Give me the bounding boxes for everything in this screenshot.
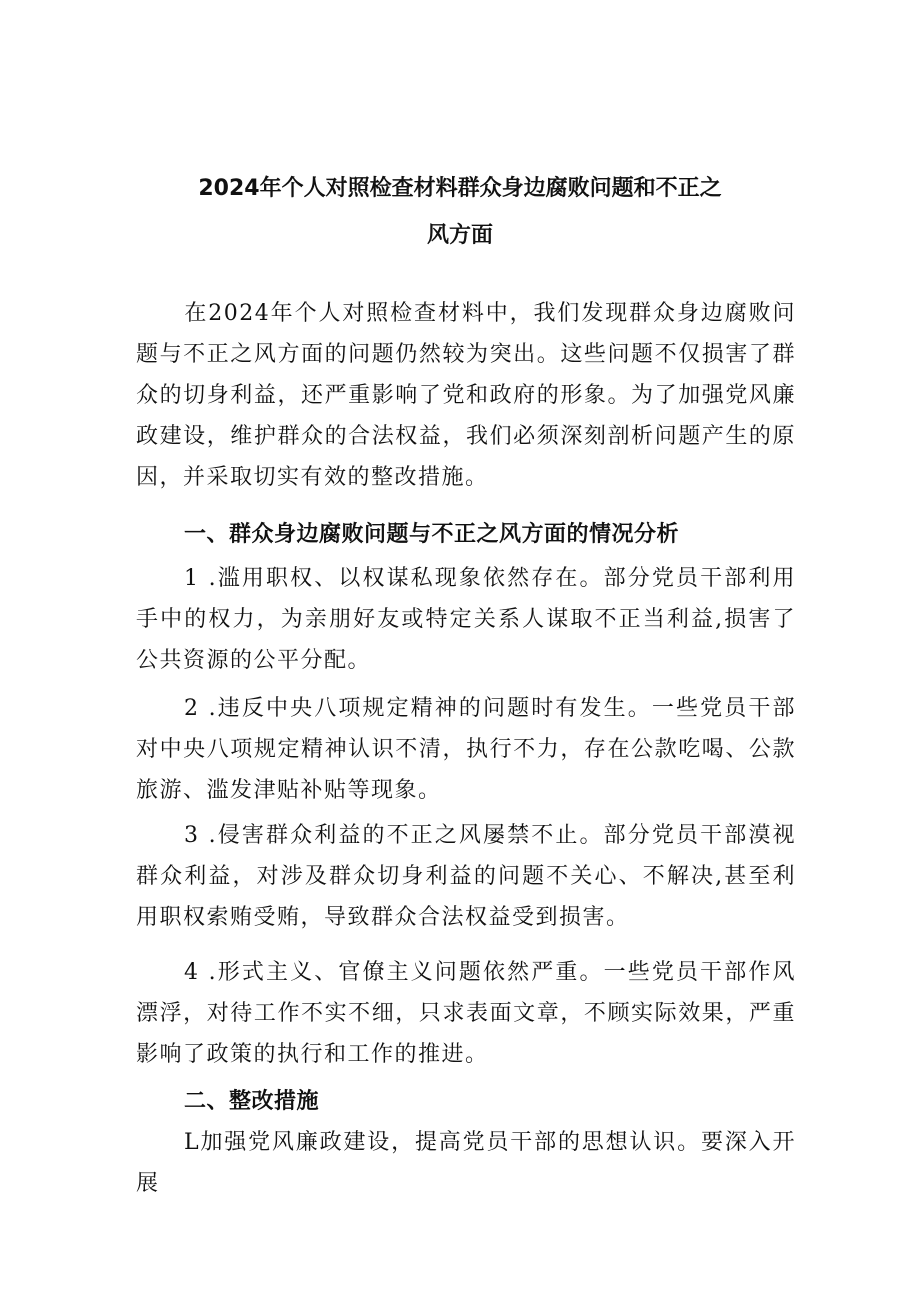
analysis-item-2-text: 2 .违反中央八项规定精神的问题时有发生。一些党员干部对中央八项规定精神认识不清，执行不力，存在公款吃喝、公款旅游、滥发津贴补贴等现象。 — [136, 696, 796, 803]
analysis-item-1-text: 1 .滥用职权、以权谋私现象依然存在。部分党员干部利用手中的权力，为亲朋好友或特定关系人谋取不正当利益,损害了公共资源的公平分配。 — [136, 566, 796, 673]
document-title-line-1: 2024年个人对照检查材料群众身边腐败问题和不正之 — [198, 176, 722, 201]
intro-paragraph — [136, 293, 796, 498]
document-title-line-2: 风方面 — [426, 223, 493, 248]
section-2-heading: 二、整改措施 — [184, 1089, 320, 1114]
analysis-item-4-text: 4 .形式主义、官僚主义问题依然严重。一些党员干部作风漂浮，对待工作不实不细，只求表面文章，不顾实际效果，严重影响了政策的执行和工作的推进。 — [136, 960, 796, 1067]
analysis-item-1 — [136, 558, 796, 681]
intro-text: 在2024年个人对照检查材料中，我们发现群众身边腐败问题与不正之风方面的问题仍然较为突出。这些问题不仅损害了群众的切身利益，还严重影响了党和政府的形象。为了加强党风廉政建设，维护群众的合法权益，我们必须深刻剖析问题产生的原因，并采取切实有效的整改措施。 — [136, 301, 796, 490]
analysis-item-2 — [136, 688, 796, 811]
analysis-item-4 — [136, 952, 796, 1075]
analysis-item-3-text: 3 .侵害群众利益的不正之风屡禁不止。部分党员干部漠视群众利益，对涉及群众切身利益的问题不关心、不解决,甚至利用职权索贿受贿，导致群众合法权益受到损害。 — [136, 823, 796, 930]
section-1-heading: 一、群众身边腐败问题与不正之风方面的情况分析 — [184, 522, 680, 547]
analysis-item-3 — [136, 815, 796, 938]
measure-item-1-text: L加强党风廉政建设，提高党员干部的思想认识。要深入开展 — [136, 1130, 796, 1196]
measure-item-1 — [136, 1122, 796, 1204]
